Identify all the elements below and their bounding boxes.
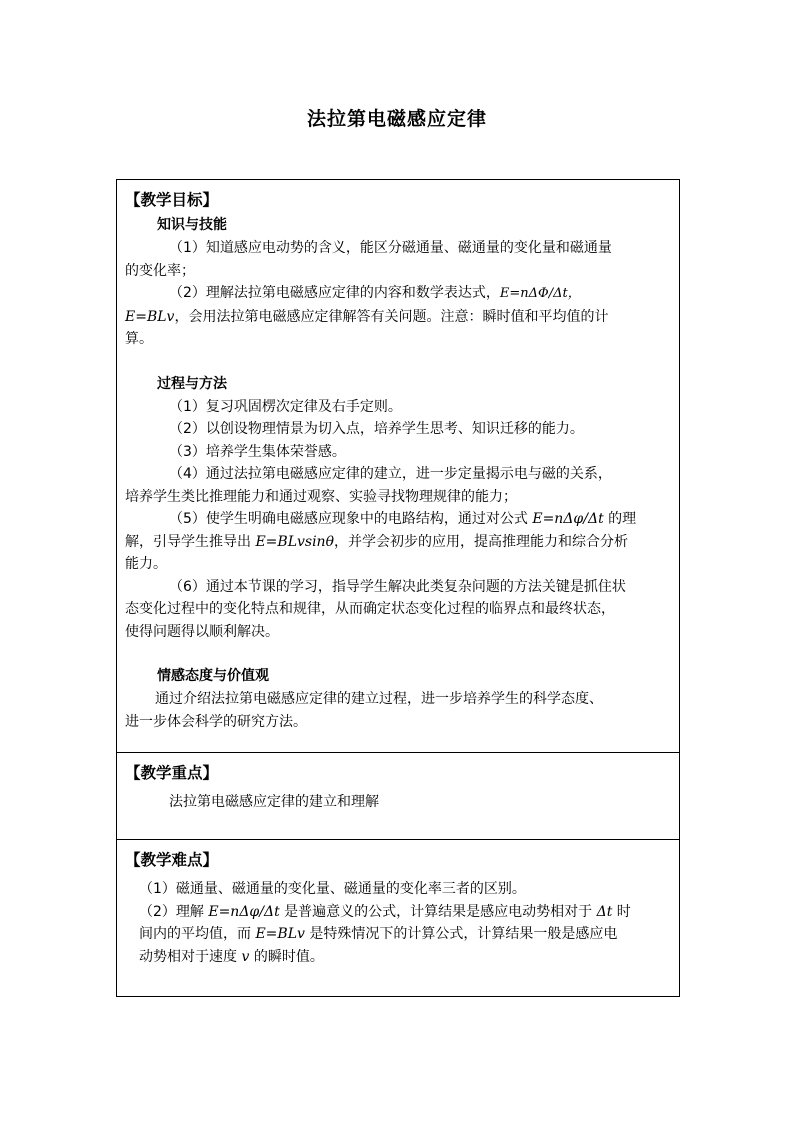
formula-e-n-dphi-dt-3: E=nΔφ/Δt	[208, 903, 280, 920]
difficulties-row	[117, 840, 680, 997]
formula-v: v	[241, 948, 250, 965]
difficulties-item-2-line-1	[125, 901, 669, 924]
key-points-text: 法拉第电磁感应定律的建立和理解	[169, 794, 379, 810]
lesson-plan-table	[116, 179, 680, 997]
knowledge-heading: 知识与技能	[157, 217, 227, 233]
difficulties-heading: 【教学难点】	[125, 851, 219, 869]
process-item-6-line-1: （6）通过本节课的学习，指导学生解决此类复杂问题的方法关键是抓住状	[169, 578, 626, 595]
knowledge-item-2-line-2	[125, 306, 669, 329]
process-item-4-line-2: 培养学生类比推理能力和通过观察、实验寻找物理规律的能力；	[125, 488, 517, 505]
difficulties-item-2-text-4: 间内的平均值，而	[139, 926, 256, 942]
process-item-5-text-2: 的理	[603, 511, 637, 527]
key-points-heading: 【教学重点】	[125, 764, 219, 782]
process-item-2: （2）以创设物理情景为切入点，培养学生思考、知识迁移的能力。	[169, 421, 584, 437]
process-item-6-line-2: 态变化过程中的变化特点和规律，从而确定状态变化过程的临界点和最终状态，	[125, 601, 615, 617]
knowledge-item-2-text-2: ，会用法拉第电磁感应定律解答有关问题。注意：瞬时值和平均值的计	[174, 308, 609, 325]
process-item-5-text-3: 解，引导学生推导出	[125, 533, 256, 550]
difficulties-item-2-text-5: 是特殊情况下的计算公式，计算结果一般是感应电	[304, 926, 618, 942]
difficulties-item-2-text-6: 动势相对于速度	[139, 948, 242, 965]
process-item-3: （3）培养学生集体荣誉感。	[169, 443, 346, 460]
objectives-cell	[117, 180, 680, 753]
difficulties-item-2-line-3	[125, 946, 669, 969]
process-item-1: （1）复习巩固楞次定律及右手定则。	[169, 398, 402, 415]
process-item-6-line-3: 使得问题得以顺利解决。	[125, 623, 279, 640]
process-item-5-text-4: ，并学会初步的应用，提高推理能力和综合分析	[334, 533, 629, 550]
key-points-row	[117, 753, 680, 840]
process-item-4-line-1: （4）通过法拉第电磁感应定律的建立，进一步定量揭示电与磁的关系，	[169, 466, 612, 482]
difficulties-cell	[117, 840, 680, 997]
knowledge-item-1-line-1: （1）知道感应电动势的含义，能区分磁通量、磁通量的变化量和磁通量	[169, 240, 612, 256]
key-points-cell	[117, 753, 680, 840]
attitude-line-2: 进一步体会科学的研究方法。	[125, 713, 307, 730]
process-item-5-text: （5）使学生明确电磁感应现象中的电路结构，通过对公式	[169, 511, 533, 527]
knowledge-item-1-line-2: 的变化率；	[125, 262, 195, 279]
process-item-5-line-2	[125, 531, 669, 554]
formula-e-n-dphi-dt: E=nΔΦ/Δt，	[499, 286, 581, 301]
knowledge-item-2-line-1	[125, 282, 669, 306]
formula-e-n-dphi-dt-2: E=nΔφ/Δt	[532, 511, 604, 527]
difficulties-item-2-text-7: 的瞬时值。	[249, 948, 324, 965]
knowledge-item-2-text: （2）理解法拉第电磁感应定律的内容和数学表达式，	[169, 285, 500, 301]
process-item-5-line-1	[125, 508, 669, 531]
formula-e-blvsin: E=BLvsinθ	[255, 533, 335, 550]
formula-e-blv: E=BLv	[125, 308, 175, 325]
difficulties-item-1: （1）磁通量、磁通量的变化量、磁通量的变化率三者的区别。	[139, 881, 526, 897]
process-heading: 过程与方法	[157, 375, 227, 392]
objectives-heading: 【教学目标】	[125, 191, 219, 209]
difficulties-item-2-text-2: 是普遍意义的公式，计算结果是感应电动势相对于	[279, 903, 597, 920]
document-title: 法拉第电磁感应定律	[306, 108, 487, 130]
difficulties-item-2-line-2	[125, 923, 669, 946]
objectives-row	[117, 180, 680, 753]
process-item-5-line-3: 能力。	[125, 556, 167, 572]
formula-delta-t: Δt	[596, 903, 613, 920]
formula-e-blv-2: E=BLv	[255, 926, 305, 942]
knowledge-item-2-line-3: 算。	[125, 331, 153, 347]
attitude-line-1: 通过介绍法拉第电磁感应定律的建立过程，进一步培养学生的科学态度、	[155, 691, 603, 707]
difficulties-item-2-text: （2）理解	[139, 903, 209, 920]
difficulties-item-2-text-3: 时	[612, 903, 631, 920]
attitude-heading: 情感态度与价值观	[157, 668, 269, 684]
